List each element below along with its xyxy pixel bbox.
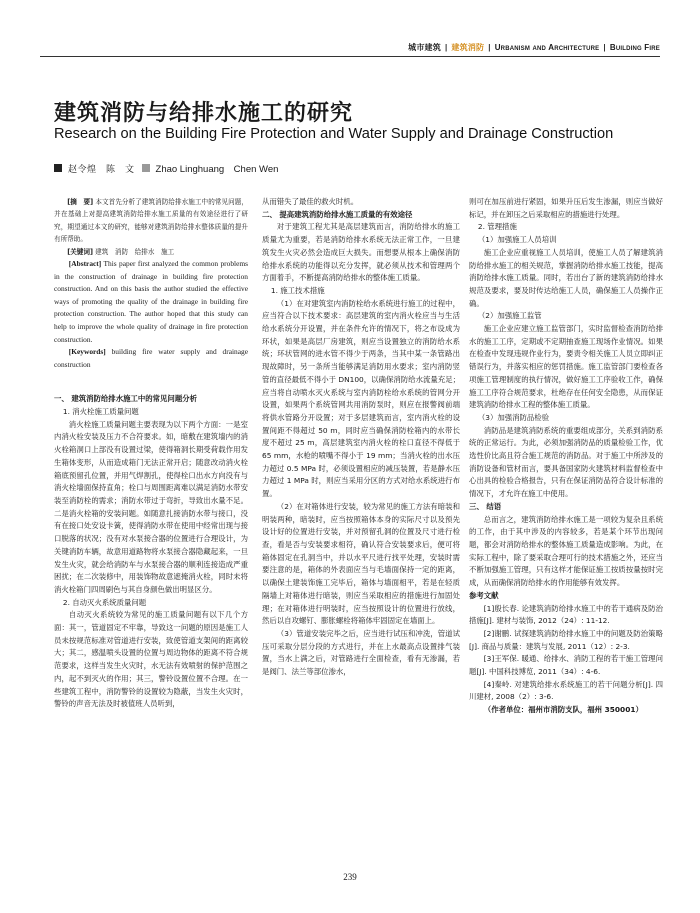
body-paragraph: 施工企业应建立施工监管部门，实时监督检查消防给排水的施工工序，定期或不定期抽查施工现场作业情况。如果在检查中发现违规作业行为，要责令相关施工人员立即纠正错误行为，并落实相应的惩罚措施。施工监管部门要检查各项施工管理制度的执行情况，做好施工工序验收工作，确保施工工序符合规范要求，杜绝存在任何安全隐患，从而保证建筑消防给排水工程的整体施工质量。	[469, 324, 663, 410]
keywords-en-text: building fire water supply and drainage construction	[54, 347, 248, 369]
abstract-zh	[54, 196, 248, 246]
author-line	[54, 161, 278, 175]
body-paragraph: 施工企业应重视施工人员培训，使施工人员了解建筑消防给排水施工的相关规范，掌握消防给排水施工技能，提高消防给排水施工质量。同时，若出台了新的建筑消防给排水规范及要求，要及时传达给施工人员，确保施工人员操作正确。	[469, 247, 663, 308]
body-paragraph: 消火栓施工质量问题主要表现为以下两个方面：一是室内消火栓安装及压力不合符要求。如，暗敷在建筑墙内的消火栓箱洞口上部没有设置过梁，使得箱洞长期受荷载作用发生箱体变形，从而造成箱门无法正常开启；随意改动消火栓箱底预留孔位置，并用气焊割孔，使得栓口出水方向没有与消火栓墙面保持直角；栓口与周围距离难以满足消防水带安装至消防栓的需求；消防水带过于弯折，导致出水量不足。二是消火栓箱的安装问题。如随意扎接消防水带与接口，没有在接口处安设卡簧，使得消防水带在使用中经常出现与接口脱落的状况；没有对水泵接合器的位置进行合理设计，为关键消防车辆，故意用道路物将水泵接合器隐藏起来，一旦发生火灾，就会给消防车与水泵接合器的顺利连接造成严重困扰；在二次装修中，用装饰物故意遮掩消火栓，同时未将消火栓箱门四周刷色与其自身颜色做出明显区分。	[54, 419, 248, 594]
journal-header	[408, 40, 660, 54]
section-heading-1: 一、 建筑消防给排水施工中的常见问题分析	[54, 394, 197, 404]
author-marker-square	[54, 164, 62, 172]
keywords-en-label: [Keywords]	[68, 347, 106, 357]
text-column-2	[262, 196, 460, 679]
header-separator: |	[488, 42, 491, 52]
abstract-en-text: This paper first analyzed the common problems in the construction of drainage in building fire protection construction. And on this basis the author studied the effective ways of promoting the quality of the drainage in building fire protection construction. The author hoped that this study can help to improve the whole quality of drainage in fire protection construction.	[54, 259, 248, 344]
header-category-urban-architecture-en: Urbanism and Architecture	[494, 42, 600, 52]
subsubsection-heading: （1）加强施工人员培训	[477, 235, 557, 245]
subsubsection-heading: （3）加强消防品检验	[477, 412, 550, 422]
body-paragraph: 总而言之，建筑消防给排水施工是一项较为复杂且系统的工作，由于其中涉及的内容较多，若是某个环节出现问题，都会对消防给排水的整体施工质量造成影响。为此，在实际工程中，除了要采取合理可行的技术措施之外，还应当不断加强施工管理，只有这样才能保证施工按质按量按时完成，从而确保消防给排水的作用能够有效发挥。	[469, 514, 663, 588]
header-category-building-fire-zh: 建筑消防	[451, 42, 485, 52]
author-marker-square	[142, 164, 150, 172]
subsubsection-heading: （2）加强施工监管	[477, 311, 542, 321]
keywords-zh-text: 建筑 消防 给排水 施工	[93, 247, 175, 256]
author-affiliation: （作者单位：福州市消防支队，福州 350001）	[483, 705, 643, 715]
header-separator: |	[444, 42, 448, 52]
subsection-heading: 2. 自动灭火系统质量问题	[62, 597, 147, 607]
abstract-en	[54, 258, 248, 346]
text-column-1	[54, 196, 248, 711]
section-heading-2: 二、 提高建筑消防给排水施工质量的有效途径	[262, 209, 413, 219]
body-paragraph: （3）管道安装完毕之后，应当进行试压和冲洗，管道试压可采取分层分段的方式进行，并在上水最高点设置排气装置，当水上满之后，对管路进行全面检查，看有无渗漏，若是阀门、法兰等部位渗水，	[262, 628, 460, 677]
header-category-urban-architecture-zh: 城市建筑	[408, 42, 441, 52]
reference-item: [2]谢鹏. 试探建筑消防给排水施工中的问题及防治策略[J]. 商品与质量：建筑与发展, 2011（12）: 2-3.	[469, 628, 663, 651]
body-paragraph: 从而错失了最佳的救火时机。	[262, 197, 359, 206]
article-title-en: Research on the Building Fire Protection and Water Supply and Drainage Construction	[54, 126, 614, 142]
section-heading-3: 三、 结语	[469, 501, 502, 511]
header-separator: |	[603, 42, 606, 52]
abstract-zh-text: 本文首先分析了建筑消防给排水施工中的常见问题，并在基础上对提高建筑消防给排水施工质量的有效途径进行了研究，期望通过本文的研究，能够对建筑消防给排水整体质量的提升有所帮助。	[54, 198, 248, 244]
reference-item: [4]秦岭. 对建筑给排水系统施工的若干问题分析[J]. 四川建材, 2008（2）: 3-6.	[469, 679, 663, 702]
body-paragraph: （2）在对箱体进行安装，较为常见的施工方法有暗装和明装两种，暗装时，应当按照箱体本身的实际尺寸以及预先设计好的位置进行安装，并对预留孔洞的位置及尺寸进行检查，看是否与安装要求相符，确认符合安装要求后，便可将箱体固定在孔洞当中，并以水平尺进行找平处理，安装时需要注意的是，箱体的外表面应当与毛墙面保持一定的距离，以确保土建装饰施工完毕后，箱体与墙面相平，若是在轻质隔墙上对箱体进行暗装，则应当采取相应的措施进行加固处理；在对箱体进行明装时，应当按照设计的位置进行放线，然后以自攻螺钉、膨胀螺栓将箱体牢固固定在墙面上。	[262, 501, 460, 626]
body-paragraph: 则可在加压前进行紧固，如果升压后发生渗漏，则应当做好标记，并在卸压之后采取相应的措施进行处理。	[469, 197, 663, 219]
text-column-3	[469, 196, 663, 717]
abstract-zh-label: [摘 要]	[67, 198, 94, 206]
keywords-zh-label: [关键词]	[67, 247, 93, 256]
body-paragraph: 对于建筑工程尤其是高层建筑而言，消防给排水的施工质量尤为重要，若是消防给排水系统无法正常工作，一旦建筑发生火灾必然会造成巨大损失。而想要从根本上确保消防给排水系统的功能得以充分发挥，就必须从技术和管理两个方面着手，不断提高消防给排水的整体施工质量。	[262, 222, 460, 283]
author-names-en: Zhao Linghuang Chen Wen	[155, 164, 279, 175]
header-category-building-fire-en: Building Fire	[609, 42, 660, 52]
subsection-heading: 1. 消火栓施工质量问题	[62, 407, 139, 417]
keywords-zh	[54, 246, 248, 258]
keywords-en	[54, 346, 248, 371]
abstract-en-label: [Abstract]	[68, 259, 102, 269]
header-rule	[40, 56, 660, 57]
body-paragraph: 消防品是建筑消防系统的重要组成部分，关系到消防系统的正常运行。为此，必须加强消防品的质量检验工作，优选性价比高且符合施工规范的消防品。对于施工中所涉及的消防设备和管材而言，要具备国家防火建筑材料监督检查中心出具的检验合格报告，只有在保证消防品符合设计标准的情况下，才允许在施工中使用。	[469, 425, 663, 499]
body-paragraph: 自动灭火系统较为常见的施工质量问题有以下几个方面：其一，管道固定不牢靠，导致这一问题的原因是施工人员未按规范标准对管道进行安装，致使管道支架间的距离较大；其二，感温喷头设置的位置与周边物体的距离不符合规范要求，这样当发生火灾时，水无法有效喷射的保护范围之内，起不到灭火的作用；其三，警铃设置位置不合理。在一些建筑工程中，消防警铃的设置较为隐蔽，当发生火灾时，警铃的声音无法及时被值班人员听到，	[54, 610, 248, 709]
references-heading: 参考文献	[469, 590, 499, 600]
article-title-zh: 建筑消防与给排水施工的研究	[54, 101, 354, 126]
author-names-zh: 赵令煌 陈 文	[68, 164, 135, 175]
subsection-heading: 1. 施工技术措施	[270, 285, 325, 295]
body-paragraph: （1）在对建筑室内消防栓给水系统进行施工的过程中，应当符合以下技术要求：高层建筑的室内消火栓应当与生活给水系统分开设置，并在条件允许的情况下，将之布设成为环状，如果是高层厂房建筑，则应当设置独立的消防给水系统；环状管网的进水管不得少于两条，当其中某一条管路出现故障时，另一条所当能够满足消防用水要求；室内消防竖管的直径最低不得小于 DN100，以确保消防给水流量充足；应当将自动喷水灭火系统与室内消防栓给水系统的管网分开设置，如果两个系统管网共用消防泵时，则应在报警阀前端将供水管路分开设置；对于多层建筑而言，室内消火栓的设置间距不得超过 50 m，同时应当确保消防栓箱内的水带长度不超过 25 m，高层建筑室内消火栓的栓口直径不得低于 65 mm，水枪的喷嘴不得小于 19 mm；当消火栓的出水压力超过 0.5 MPa 时，必须设置相应的减压装置，若是静水压力超过 1 MPa 时，则应当采用分区的方式对给水系统进行布置。	[262, 298, 460, 499]
reference-item: [3]王军保. 暖通、给排水、消防工程的若干施工管理问题[J]. 中国科技博览, 2011（34）: 4-6.	[469, 654, 663, 677]
subsection-heading: 2. 管理措施	[477, 222, 517, 232]
page-number: 239	[343, 872, 357, 882]
reference-item: [1]殷长春. 论建筑消防给排水施工中的若干通病及防治措施[J]. 建材与装饰, 2012（24）: 11-12.	[469, 603, 663, 626]
